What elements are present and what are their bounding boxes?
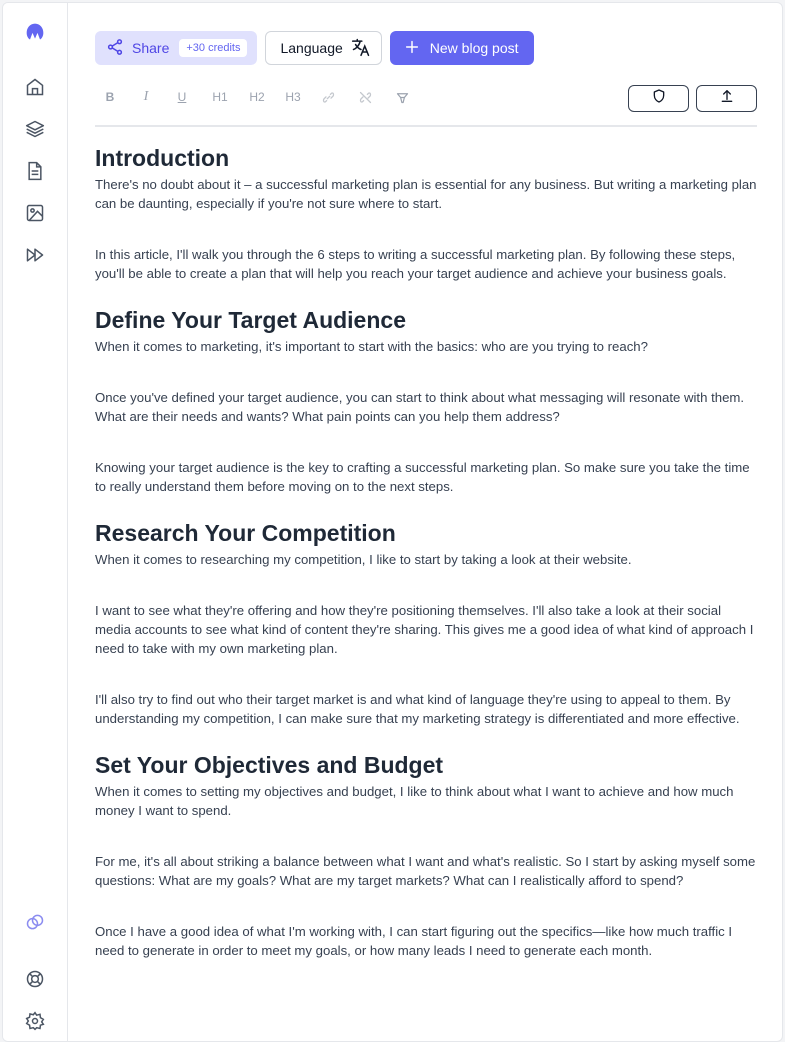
paragraph: Once I have a good idea of what I'm working with, I can start figuring out the specifics—like how much traffic I need to generate in order to meet my goals, or how many leads I need to generate each month. <box>95 924 733 958</box>
layers-icon[interactable] <box>24 118 46 140</box>
paragraph: When it comes to marketing, it's important to start with the basics: who are you trying to reach? <box>95 339 648 354</box>
paragraph: Knowing your target audience is the key to crafting a successful marketing plan. So make sure you take the time to really understand them before moving on to the next steps. <box>95 460 750 494</box>
language-label: Language <box>280 40 343 56</box>
paragraph: I want to see what they're offering and how they're positioning themselves. I'll also take a look at their social media accounts to see what kind of content they're sharing. This gives me a good idea of what kind of approach I need to take with my own marketing plan. <box>95 603 754 656</box>
section-heading: Define Your Target Audience <box>95 307 406 333</box>
paragraph: In this article, I'll walk you through the 6 steps to writing a successful marketing plan. By following these steps, you'll be able to create a plan that will help you reach your target audience and achieve your business goals. <box>95 247 736 281</box>
logo-icon[interactable] <box>24 21 46 43</box>
bold-button[interactable]: B <box>105 90 115 104</box>
heading1-button[interactable]: H1 <box>212 90 228 104</box>
unlink-icon[interactable] <box>356 88 374 106</box>
link-icon[interactable] <box>319 88 337 106</box>
heading2-button[interactable]: H2 <box>249 90 265 104</box>
clear-format-icon[interactable] <box>393 88 411 106</box>
paragraph: There's no doubt about it – a successful marketing plan is essential for any business. But writing a marketing plan can be daunting, especially if you're not sure where to start. <box>95 177 757 211</box>
share-label: Share <box>132 40 170 56</box>
image-icon[interactable] <box>24 202 46 224</box>
export-button[interactable] <box>696 85 757 112</box>
toolbar-divider <box>95 125 757 127</box>
italic-button[interactable]: I <box>143 89 149 104</box>
settings-gear-icon[interactable] <box>24 1010 46 1032</box>
new-blog-post-button[interactable] <box>390 31 534 65</box>
translate-icon <box>351 37 371 60</box>
paragraph: Once you've defined your target audience, you can start to think about what messaging will resonate with them. What are their needs and wants? What pain points can you help them address? <box>95 390 745 424</box>
heading3-button[interactable]: H3 <box>285 90 301 104</box>
paragraph: When it comes to setting my objectives and budget, I like to think about what I want to achieve and how much money I want to spend. <box>95 784 734 818</box>
upload-icon <box>719 88 735 109</box>
language-button[interactable] <box>265 31 381 65</box>
credits-badge: +30 credits <box>179 39 247 57</box>
underline-button[interactable]: U <box>177 90 187 104</box>
section-heading: Set Your Objectives and Budget <box>95 752 444 778</box>
plus-icon <box>404 39 420 58</box>
fast-forward-icon[interactable] <box>24 244 46 266</box>
document-body[interactable] <box>95 143 757 960</box>
section-heading: Introduction <box>95 145 230 171</box>
shield-button[interactable] <box>628 85 689 112</box>
app-window <box>2 2 783 1042</box>
document-icon[interactable] <box>24 160 46 182</box>
share-icon <box>106 38 124 59</box>
formatting-toolbar <box>95 85 757 111</box>
paragraph: I'll also try to find out who their target market is and what kind of language they're using to appeal to them. By understanding my competition, I can make sure that my marketing strategy is differentiated and more effective. <box>95 692 740 726</box>
section-heading: Research Your Competition <box>95 520 396 546</box>
share-button[interactable] <box>95 31 257 65</box>
home-icon[interactable] <box>24 76 46 98</box>
paragraph: When it comes to researching my competition, I like to start by taking a look at their website. <box>95 552 632 567</box>
new-blog-post-label: New blog post <box>429 40 519 56</box>
help-lifebuoy-icon[interactable] <box>24 968 46 990</box>
shield-icon <box>651 88 667 109</box>
paragraph: For me, it's all about striking a balance between what I want and what's realistic. So I start by asking myself some questions: What are my goals? What are my target markets? What can I realistically afford to spend? <box>95 854 756 888</box>
linked-circles-icon[interactable] <box>24 911 46 933</box>
sidebar <box>3 3 68 1041</box>
editor-main <box>69 3 782 1041</box>
top-action-bar <box>95 31 534 65</box>
